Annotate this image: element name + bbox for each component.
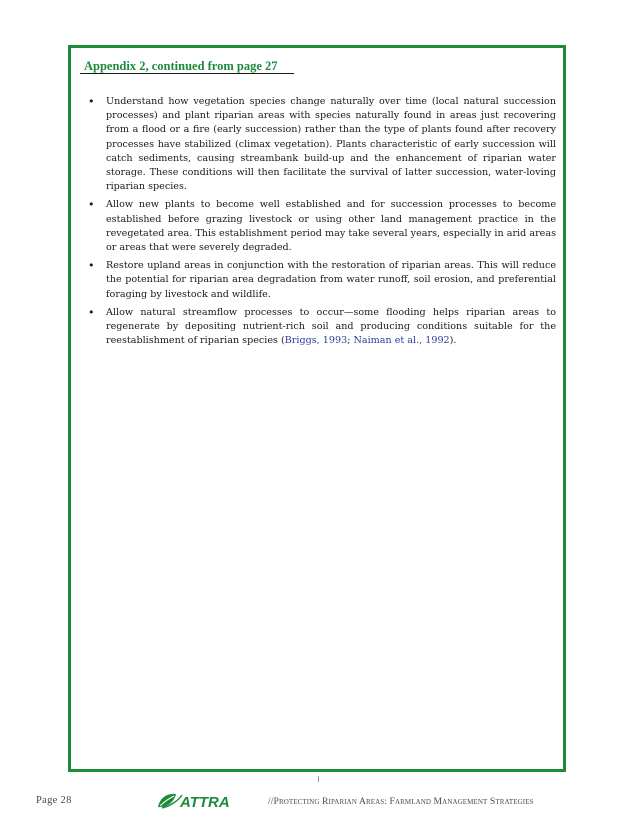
attra-leaf-logo-icon	[154, 791, 264, 811]
logo-text: ATTRA	[180, 794, 230, 811]
bullet-dot-icon: •	[88, 305, 95, 319]
bullet-dot-icon: •	[88, 198, 95, 212]
bullet-text: Restore upland areas in conjunction with the restoration of riparian areas. This will reduce the potential for riparian area degradation from water runoff, soil erosion, and preferential foraging by livestock and wildlife.	[106, 260, 556, 300]
list-item	[88, 306, 556, 349]
bullet-text: Allow new plants to become well established and for succession processes to become established before grazing livestock or using other land management practice in the revegetated area. This establishment period may take several years, especially in arid areas or areas that were severely degraded.	[106, 199, 556, 254]
bullet-dot-icon: •	[88, 259, 95, 273]
page-footer	[36, 791, 616, 813]
bullet-list	[88, 95, 556, 352]
list-item	[88, 198, 556, 255]
page-number: Page 28	[36, 795, 72, 806]
crop-mark	[318, 776, 319, 782]
list-item	[88, 95, 556, 194]
bullet-text: Allow natural streamflow processes to occur—some flooding helps riparian areas to regenerate by depositing nutrient-rich soil and producing conditions suitable for the reestablishment of riparian species (	[106, 306, 556, 347]
bullet-dot-icon: •	[88, 95, 95, 108]
citation-link-naiman[interactable]: Naiman et al., 1992	[353, 335, 450, 347]
list-item	[88, 259, 556, 302]
bullet-text: Understand how vegetation species change naturally over time (local natural succession processes) and plant riparian areas with species naturally found in areas just recovering from a flood or a fire (early succession) rather than the type of plants found after recovery processes have stabilized (climax vegetation). Plants characteristic of early succession will catch sediments, causing streambank build-up and the enhancement of riparian water storage. These conditions will then facilitate the survival of latter succession, water-loving riparian species.	[106, 96, 556, 193]
citation-separator: ;	[347, 335, 354, 347]
appendix-heading: Appendix 2, continued from page 27	[84, 59, 278, 73]
footer-title: //Protecting Riparian Areas: Farmland Management Strategies	[268, 796, 534, 807]
citation-link-briggs[interactable]: Briggs, 1993	[284, 335, 348, 347]
heading-underline	[80, 73, 294, 74]
bullet-text-end: ).	[449, 335, 457, 347]
